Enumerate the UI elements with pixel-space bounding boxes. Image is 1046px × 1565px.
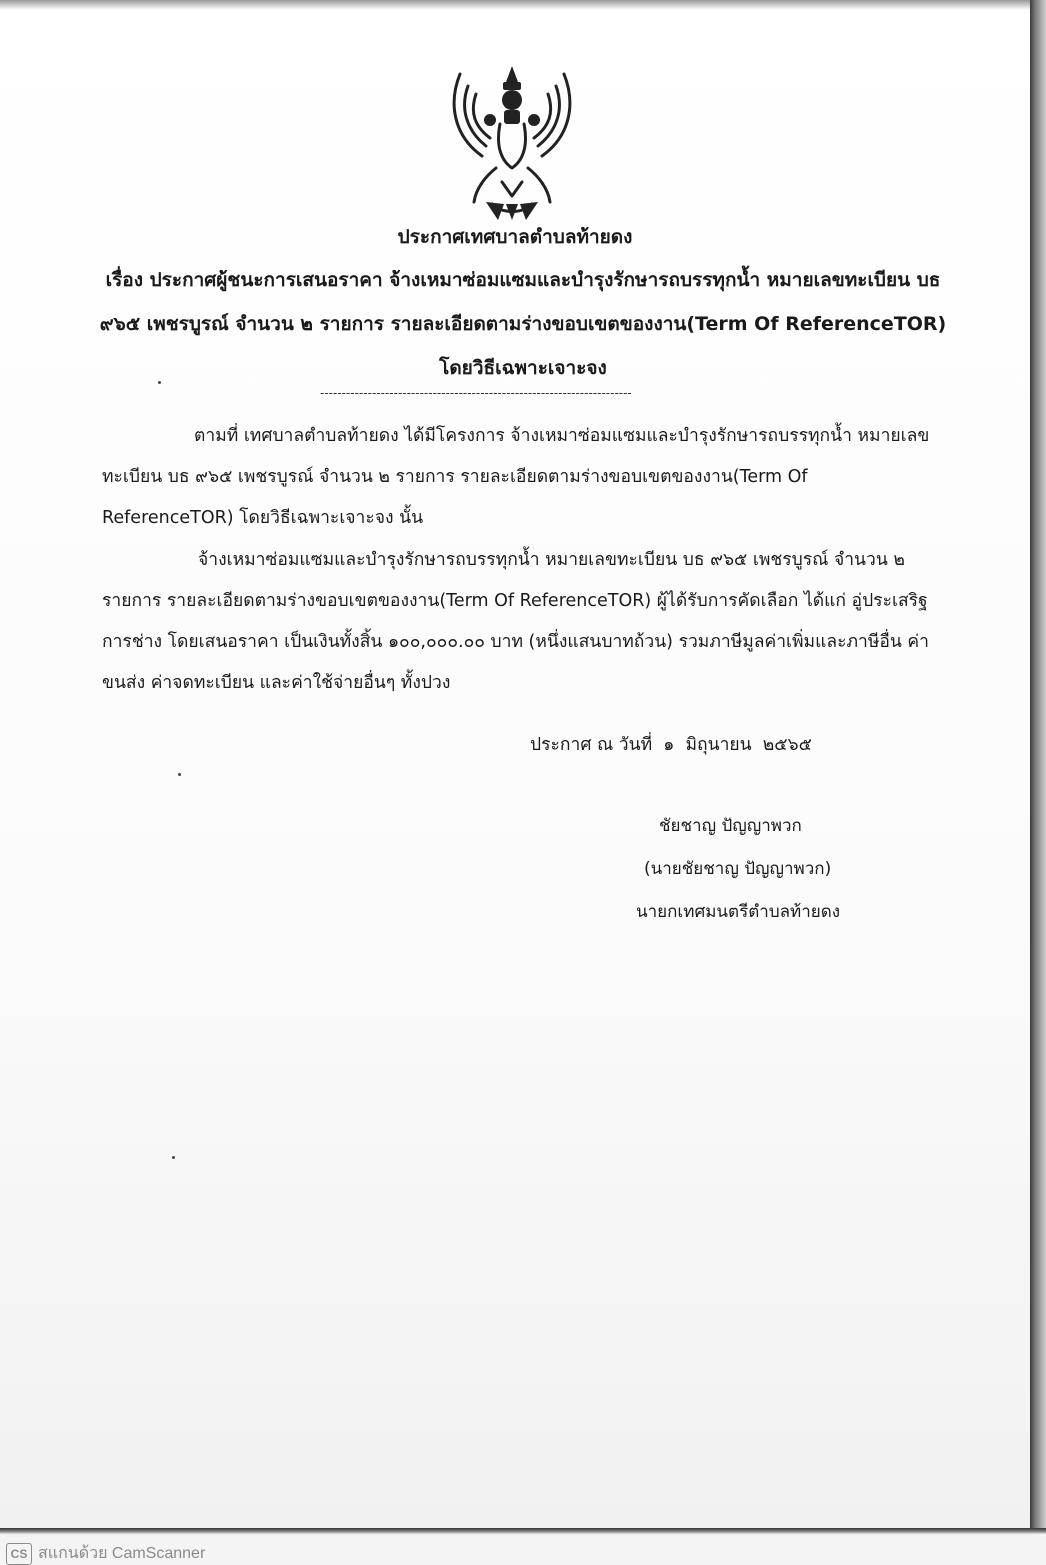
signature-full-name: (นายชัยชาญ ปัญญาพวก)	[644, 859, 832, 879]
page-top-shadow	[0, 0, 1030, 10]
paper-edge-shadow	[1030, 0, 1046, 1530]
scan-speck	[172, 1156, 175, 1159]
document-title: ประกาศเทศบาลตำบลท้ายดง	[397, 226, 633, 248]
scan-speck	[178, 773, 181, 776]
garuda-emblem-icon	[446, 64, 578, 220]
signature-position: นายกเทศมนตรีตำบลท้ายดง	[636, 902, 841, 922]
paragraph-award: จ้างเหมาซ่อมแซมและบำรุงรักษารถบรรทุกน้ำ หมายเลขทะเบียน บธ ๙๖๕ เพชรบูรณ์ จำนวน ๒ รายการ รายละเอียดตามร่างขอบเขตของงาน(Term Of ReferenceTOR) ผู้ได้รับการคัดเลือก ได้แก่ อู่ประเสริฐ การช่าง โดยเสนอราคา เป็นเงินทั้งสิ้น ๑๐๐,๐๐๐.๐๐ บาท (หนึ่งแสนบาทถ้วน) รวมภาษีมูลค่าเพิ่มและภาษีอื่น ค่าขนส่ง ค่าจดทะเบียน และค่าใช้จ่ายอื่นๆ ทั้งปวง	[102, 550, 929, 693]
camscanner-logo-icon: CS	[6, 1543, 32, 1565]
document-subject: เรื่อง ประกาศผู้ชนะการเสนอราคา จ้างเหมาซ่อมแซมและบำรุงรักษารถบรรทุกน้ำ หมายเลขทะเบียน บธ ๙๖๕ เพชรบูรณ์ จำนวน ๒ รายการ รายละเอียดตามร่างขอบเขตของงาน(Term Of ReferenceTOR) โดยวิธีเฉพาะเจาะจง	[99, 269, 947, 379]
paragraph-background: ตามที่ เทศบาลตำบลท้ายดง ได้มีโครงการ จ้างเหมาซ่อมแซมและบำรุงรักษารถบรรทุกน้ำ หมายเลขทะเบียน บธ ๙๖๕ เพชรบูรณ์ จำนวน ๒ รายการ รายละเอียดตามร่างขอบเขตของงาน(Term Of ReferenceTOR) โดยวิธีเฉพาะเจาะจง นั้น	[102, 426, 930, 528]
signature-name: ชัยชาญ ปัญญาพวก	[659, 816, 802, 836]
paper-bottom-shadow	[0, 1528, 1046, 1534]
section-divider: ------------------------------------------------------------------------	[320, 386, 632, 400]
scan-speck	[158, 381, 161, 384]
camscanner-label: สแกนด้วย CamScanner	[38, 1545, 206, 1562]
camscanner-watermark	[6, 1541, 205, 1565]
announcement-date: ประกาศ ณ วันที่ ๑ มิถุนายน ๒๕๖๕	[530, 735, 812, 755]
